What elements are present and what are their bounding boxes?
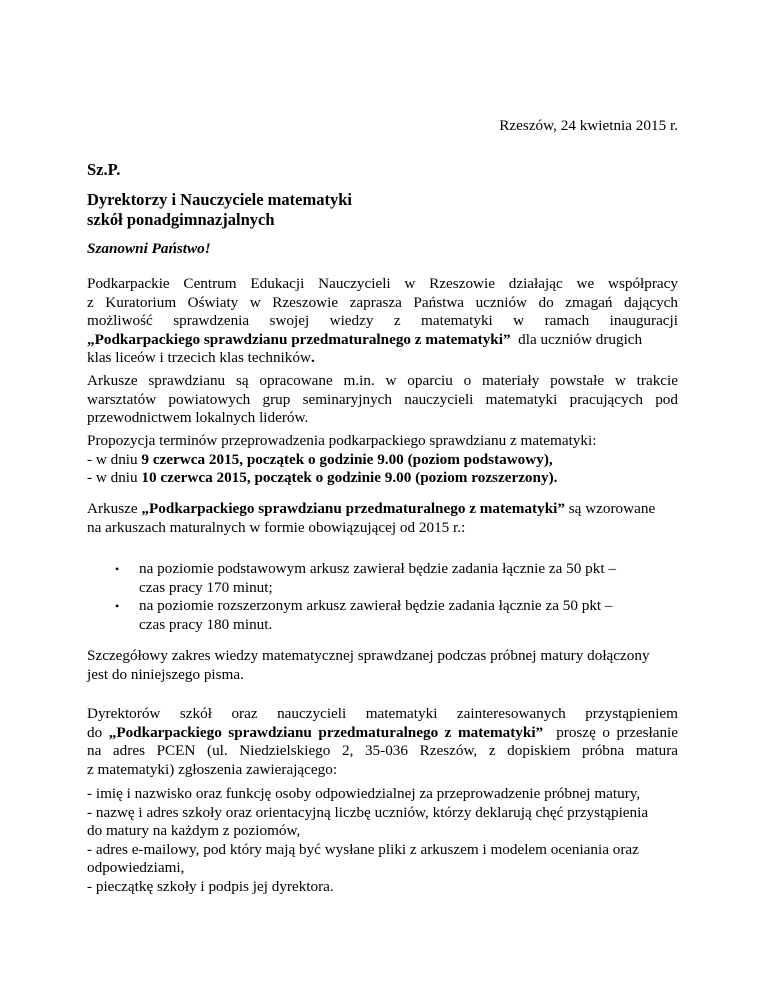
paragraph-format [87, 500, 678, 537]
text-line: możliwość sprawdzenia swojej wiedzy z matematyki w ramach inauguracji [87, 312, 678, 330]
levels-list [87, 560, 678, 634]
text-line [87, 331, 678, 350]
exam-name-bold: „Podkarpackiego sprawdzianu przedmaturalnego z matematyki” [87, 330, 511, 348]
text-fragment: proszę o przesłanie [543, 723, 679, 741]
text-fragment: dla uczniów drugich [510, 330, 643, 348]
date-bold: 10 czerwca 2015, początek o godzinie 9.00 (poziom rozszerzony). [141, 469, 558, 487]
addressee: Sz.P. [87, 160, 121, 179]
text-fragment: . [310, 349, 315, 367]
date-item [87, 451, 678, 470]
paragraph-scope [87, 647, 678, 684]
date-line: Rzeszów, 24 kwietnia 2015 r. [499, 117, 678, 134]
text-line: - adres e-mailowy, pod który mają być wysłane pliki z arkuszem i modelem oceniania oraz [87, 840, 639, 858]
text-line: na arkuszach maturalnych w formie obowiązującej od 2015 r.: [87, 518, 466, 536]
text-line: czas pracy 180 minut. [139, 615, 273, 633]
text-fragment: do [87, 723, 109, 741]
text-line: - nazwę i adres szkoły oraz orientacyjną liczbę uczniów, którzy deklarują chęć przystąpienia [87, 803, 649, 821]
text-line: odpowiedziami, [87, 859, 185, 877]
recipient-line: Dyrektorzy i Nauczyciele matematyki [87, 190, 352, 209]
text-line: Podkarpackie Centrum Edukacji Nauczycieli w Rzeszowie działając we współpracy [87, 275, 678, 292]
exam-name-bold: „Podkarpackiego sprawdzianu przedmaturalnego z matematyki” [108, 723, 544, 741]
text-line: Szczegółowy zakres wiedzy matematycznej sprawdzanej podczas próbnej matury dołączony [87, 647, 650, 664]
paragraph-invitation [87, 275, 678, 368]
requirements-list [87, 785, 678, 897]
text-fragment: są wzorowane [564, 500, 656, 517]
text-line: warsztatów powiatowych grup seminaryjnych nauczycieli matematyki pracujących pod [87, 390, 678, 408]
text-line: do matury na każdym z poziomów, [87, 822, 301, 840]
text-line: na poziomie rozszerzonym arkusz zawierał będzie zadania łącznie za 50 pkt – [139, 597, 613, 615]
text-fragment: - w dniu [87, 450, 142, 468]
text-line [87, 500, 678, 519]
text-line: przewodnictwem lokalnych liderów. [87, 409, 309, 427]
recipient-line: szkół ponadgimnazjalnych [87, 210, 275, 229]
text-line [87, 724, 678, 743]
text-line: Arkusze sprawdzianu są opracowane m.in. w oparciu o materiały powstałe w trakcie [87, 372, 678, 389]
paragraph-request [87, 705, 678, 779]
text-line: Propozycja terminów przeprowadzenia podkarpackiego sprawdzianu z matematyki: [87, 432, 597, 449]
text-fragment: Arkusze [87, 500, 142, 517]
text-line: - imię i nazwisko oraz funkcję osoby odpowiedzialnej za przeprowadzenie próbnej matury, [87, 785, 641, 802]
list-item [87, 597, 678, 634]
exam-name-bold: „Podkarpackiego sprawdzianu przedmaturalnego z matematyki” [141, 500, 565, 517]
paragraph-dates [87, 432, 678, 488]
text-line: czas pracy 170 minut; [139, 578, 273, 596]
text-fragment: klas liceów i trzecich klas techników [87, 349, 311, 367]
bullet-icon: • [115, 599, 120, 614]
text-fragment: - w dniu [87, 469, 142, 487]
recipient [87, 190, 678, 230]
text-line: na adres PCEN (ul. Niedzielskiego 2, 35-036 Rzeszów, z dopiskiem próbna matura [87, 742, 678, 760]
text-line: z Kuratorium Oświaty w Rzeszowie zaprasza Państwa uczniów do zmagań dających [87, 293, 678, 311]
text-line: jest do niniejszego pisma. [87, 665, 244, 683]
text-line: na poziomie podstawowym arkusz zawierał będzie zadania łącznie za 50 pkt – [139, 560, 616, 577]
paragraph-materials [87, 372, 678, 428]
date-bold: 9 czerwca 2015, początek o godzinie 9.00 (poziom podstawowy), [141, 450, 553, 468]
text-line [87, 349, 678, 368]
date-item [87, 469, 678, 488]
greeting: Szanowni Państwo! [87, 240, 211, 257]
bullet-icon: • [115, 562, 120, 576]
text-line: z matematyki) zgłoszenia zawierającego: [87, 760, 338, 778]
list-item [87, 560, 678, 597]
text-line: Dyrektorów szkół oraz nauczycieli matematyki zainteresowanych przystąpieniem [87, 705, 678, 722]
text-line: - pieczątkę szkoły i podpis jej dyrektora. [87, 877, 334, 895]
